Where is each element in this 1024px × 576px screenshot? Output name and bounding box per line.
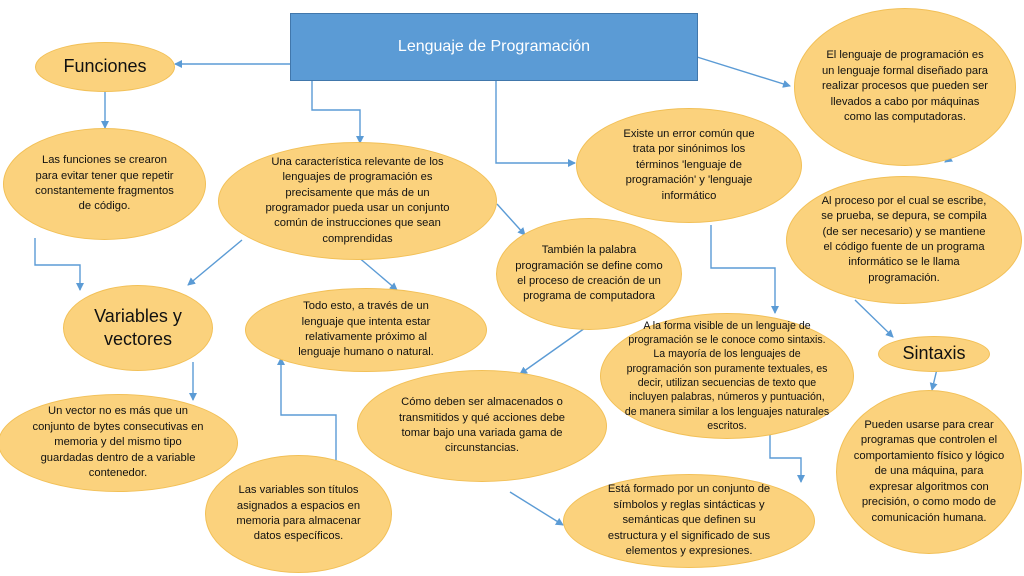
arrow-variables-desc-to-todo [281, 358, 336, 460]
arrow-title-to-caracteristica [312, 80, 360, 143]
node-vector-desc: Un vector no es más que un conjunto de bytes consecutivas en memoria y del mismo tipo guardadas dentro de a variable contenedor. [0, 394, 238, 492]
arrow-caracteristica-to-todo [357, 256, 397, 290]
arrow-desc-to-variables [35, 238, 80, 290]
main-title: Lenguaje de Programación [397, 38, 591, 55]
node-variables-desc: Las variables son títulos asignados a espacios en memoria para almacenar datos específicos. [205, 455, 392, 573]
arrow-proceso-to-sintaxis [855, 300, 893, 337]
node-sintaxis: Sintaxis [878, 336, 990, 372]
node-variables-vectores: Variables y vectores [63, 285, 213, 371]
node-error-comun: Existe un error común que trata por sinónimos los términos 'lenguaje de programación' y 'lenguaje informático [576, 108, 802, 223]
node-todo-esto: Todo esto, a través de un lenguaje que intenta estar relativamente próximo al lenguaje humano o natural. [245, 288, 487, 372]
node-forma-visible: A la forma visible de un lenguaje de programación se le conoce como sintaxis. La mayoría de los lenguajes de programación son puramente textuales, es decir, utilizan secuencias de texto que incluyen palabras, números y puntuación, de manera similar a los lenguajes naturales escritos. [600, 313, 854, 439]
arrow-title-to-definicion [697, 57, 790, 86]
arrow-tambien-to-como [520, 328, 585, 374]
node-proceso: Al proceso por el cual se escribe, se prueba, se depura, se compila (de ser necesario) y se mantiene el código fuente de un programa informático se le llama programación. [786, 176, 1022, 304]
arrow-como-to-formado [510, 492, 563, 525]
node-tambien: También la palabra programación se define como el proceso de creación de un programa de computadora [496, 218, 682, 330]
arrow-title-to-error [496, 80, 575, 163]
node-caracteristica: Una característica relevante de los lenguajes de programación es precisamente que más de un programador pueda usar un conjunto común de instrucciones que sean comprendidas [218, 142, 497, 260]
node-como-deben: Cómo deben ser almacenados o transmitidos y qué acciones debe tomar bajo una variada gama de circunstancias. [357, 370, 607, 482]
arrow-caracteristica-to-variables [188, 240, 242, 285]
main-title-box [290, 13, 698, 81]
arrow-caracteristica-to-tambien [497, 204, 525, 235]
node-funciones: Funciones [35, 42, 175, 92]
node-formado: Está formado por un conjunto de símbolos y reglas sintácticas y semánticas que definen su estructura y el significado de sus elementos y expresiones. [563, 474, 815, 568]
node-definicion: El lenguaje de programación es un lenguaje formal diseñado para realizar procesos que pueden ser llevados a cabo por máquinas como las computadoras. [794, 8, 1016, 166]
node-funciones-desc: Las funciones se crearon para evitar tener que repetir constantemente fragmentos de código. [3, 128, 206, 240]
arrow-error-to-forma [711, 225, 775, 313]
node-pueden-usarse: Pueden usarse para crear programas que controlen el comportamiento físico y lógico de una máquina, para expresar algoritmos con precisión, o como modo de comunicación humana. [836, 390, 1022, 554]
arrow-sintaxis-to-pueden [932, 369, 937, 390]
arrow-forma-to-formado [770, 432, 801, 482]
